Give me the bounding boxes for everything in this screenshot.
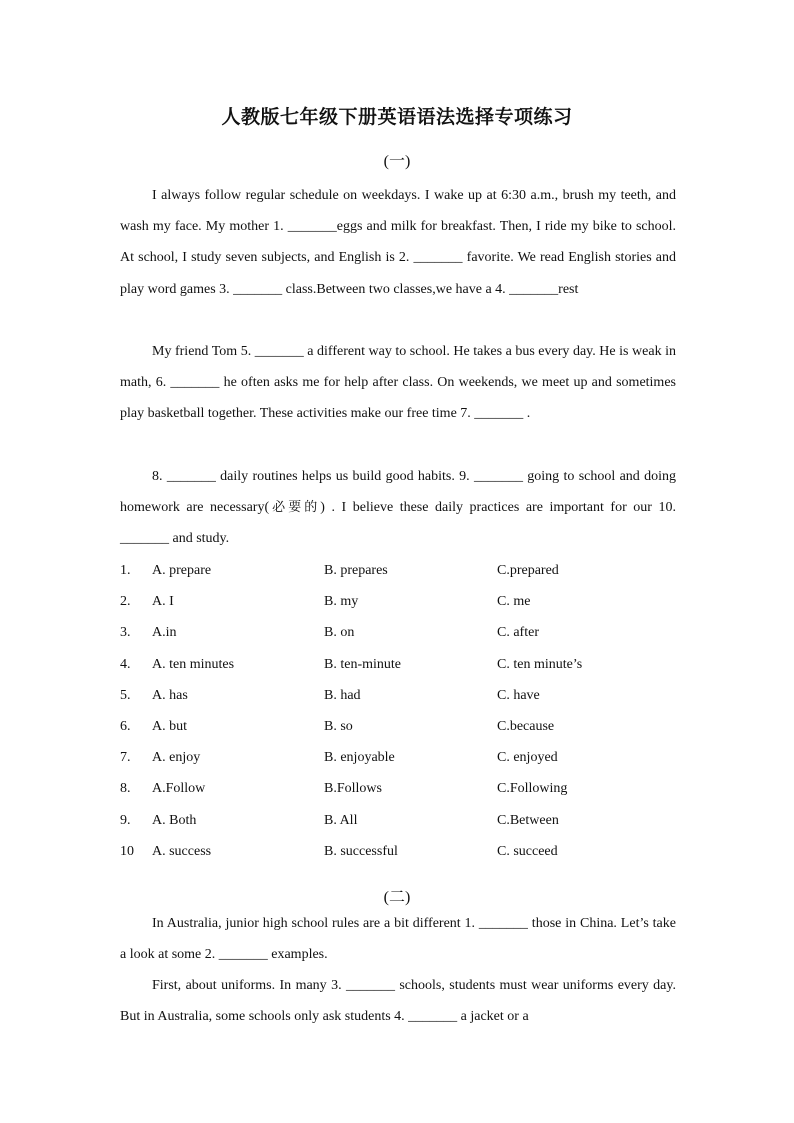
option-c: C.Following <box>497 781 568 797</box>
option-number: 3. <box>120 625 131 641</box>
option-row-5 <box>120 680 680 711</box>
option-c: C. after <box>497 625 539 641</box>
section-2-heading: (二) <box>383 889 411 906</box>
option-number: 5. <box>120 687 131 703</box>
option-row-3 <box>120 617 680 648</box>
option-number: 8. <box>120 781 131 797</box>
option-c: C. have <box>497 687 540 703</box>
option-row-1 <box>120 555 680 586</box>
option-a: A.in <box>152 625 177 641</box>
section-1-paragraph-3 <box>120 461 676 555</box>
option-b: B. successful <box>324 843 398 859</box>
option-row-8 <box>120 773 680 804</box>
paragraph-3-text-b: ) . I believe these daily practices are important for our 10. _______ and study. <box>120 500 676 547</box>
option-a: A. has <box>152 687 188 703</box>
section-1-paragraph-1: I always follow regular schedule on weekdays. I wake up at 6:30 a.m., brush my teeth, and wash my face. My mother 1. _______eggs and milk for breakfast. Then, I ride my bike to school. At school, I study seven subjects, and English is 2. _______ favorite. We read English stories and play word games 3. _______ class.Between two classes,we have a 4. _______rest <box>120 188 676 297</box>
option-number: 10 <box>120 843 134 859</box>
option-a: A. I <box>152 594 174 610</box>
option-c: C. enjoyed <box>497 750 558 766</box>
option-number: 4. <box>120 656 131 672</box>
option-a: A. ten minutes <box>152 656 235 672</box>
option-b: B. ten-minute <box>324 656 401 672</box>
option-c: C. me <box>497 594 531 610</box>
option-a: A.Follow <box>152 781 206 797</box>
option-a: A. Both <box>152 812 197 828</box>
option-b: B. on <box>324 625 355 641</box>
option-c: C.prepared <box>497 563 559 578</box>
option-b: B. my <box>324 594 359 610</box>
option-row-7 <box>120 742 680 773</box>
option-row-4 <box>120 649 680 680</box>
option-a: A. enjoy <box>152 750 201 766</box>
option-number: 9. <box>120 812 131 828</box>
option-number: 7. <box>120 750 131 766</box>
option-c: C.because <box>497 718 555 734</box>
option-b: B.Follows <box>324 781 382 797</box>
options-list <box>120 555 680 867</box>
option-b: B. All <box>324 812 358 828</box>
option-number: 6. <box>120 718 131 734</box>
document-title: 人教版七年级下册英语语法选择专项练习 <box>221 106 573 128</box>
option-row-2 <box>120 586 680 617</box>
option-row-6 <box>120 711 680 742</box>
option-a: A. prepare <box>152 563 212 578</box>
section-2-paragraph-1: In Australia, junior high school rules are a bit different 1. _______ those in China. Let’s take a look at some 2. _______ examples. <box>120 916 676 963</box>
option-number: 1. <box>120 563 131 578</box>
paragraph-3-text-a: 8. _______ daily routines helps us build good habits. 9. _______ going to school and doing homework are necessary( <box>120 469 676 516</box>
option-b: B. so <box>324 718 353 734</box>
option-row-9 <box>120 805 680 836</box>
option-c: C. ten minute’s <box>497 656 583 672</box>
option-number: 2. <box>120 594 131 610</box>
option-a: A. success <box>152 843 212 859</box>
option-c: C. succeed <box>497 843 558 859</box>
section-1-paragraph-2: My friend Tom 5. _______ a different way to school. He takes a bus every day. He is weak in math, 6. _______ he often asks me for help after class. On weekends, we meet up and sometimes play basketball together. These activities make our free time 7. _______ . <box>120 344 676 422</box>
option-row-10 <box>120 836 680 867</box>
option-c: C.Between <box>497 812 559 828</box>
option-b: B. enjoyable <box>324 750 395 766</box>
paragraph-3-chinese-gloss: 必要的 <box>269 500 321 516</box>
section-1-heading: (一) <box>383 153 411 170</box>
option-b: B. prepares <box>324 563 388 578</box>
option-b: B. had <box>324 687 361 703</box>
section-2-paragraph-2: First, about uniforms. In many 3. _______ schools, students must wear uniforms every day. But in Australia, some schools only ask students 4. _______ a jacket or a <box>120 978 676 1025</box>
option-a: A. but <box>152 718 187 734</box>
